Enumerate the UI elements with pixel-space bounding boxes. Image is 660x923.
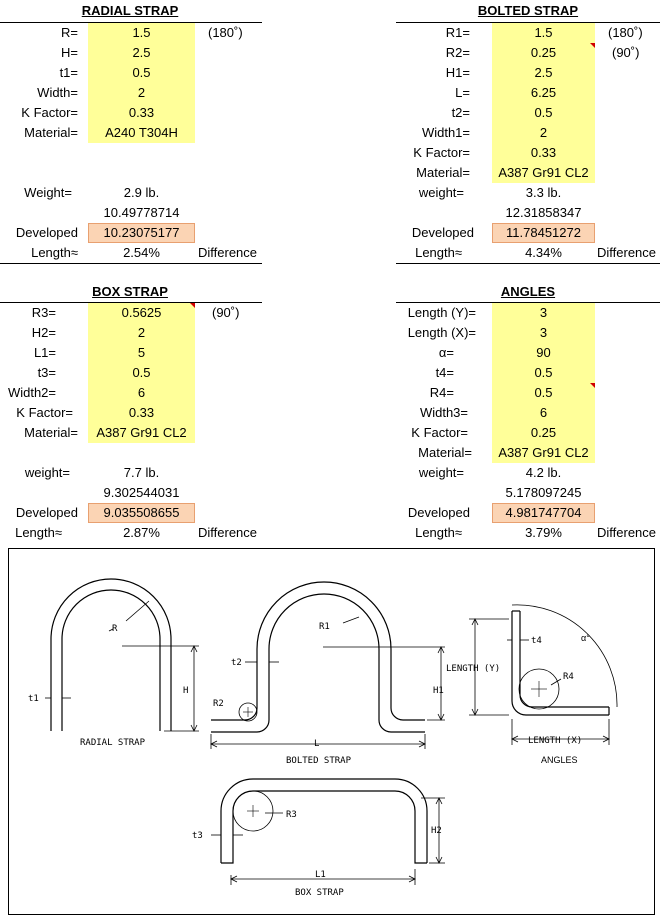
angles-k-value[interactable]: 0.25 xyxy=(492,423,595,443)
bolted-difference: Difference xyxy=(597,245,657,260)
radial-width-value[interactable]: 2 xyxy=(88,83,195,103)
bolted-width1-value[interactable]: 2 xyxy=(492,123,595,143)
bolted-h1-label: H1= xyxy=(445,65,470,80)
angles-pct: 3.79% xyxy=(525,525,562,540)
radial-developed-label: Developed xyxy=(15,225,78,240)
bolted-strap-caption: BOLTED STRAP xyxy=(286,756,352,766)
box-material-value[interactable]: A387 Gr91 CL2 xyxy=(88,423,195,443)
radial-material-value[interactable]: A240 T304H xyxy=(88,123,195,143)
bolted-material-label: Material= xyxy=(416,165,470,180)
box-h2-dim-label: H2 xyxy=(431,826,442,836)
bolted-r1-value[interactable]: 1.5 xyxy=(492,23,595,43)
angles-k-label: K Factor= xyxy=(411,425,468,440)
box-width2-label: Width2= xyxy=(7,385,56,400)
box-material-label: Material= xyxy=(24,425,78,440)
radial-h-label: H= xyxy=(61,45,78,60)
angles-t4-label: t4= xyxy=(435,365,454,380)
bolted-strap-drawing xyxy=(211,582,445,749)
bolted-l-value[interactable]: 6.25 xyxy=(492,83,595,103)
box-pct: 2.87% xyxy=(123,525,160,540)
angles-weight-value: 4.2 lb. xyxy=(525,465,562,480)
box-length-label: Length≈ xyxy=(15,525,62,540)
angles-alpha-dim-label: α° xyxy=(581,633,590,643)
angles-r4-value[interactable]: 0.5 xyxy=(492,383,595,403)
box-strap-caption: BOX STRAP xyxy=(295,888,344,898)
box-difference: Difference xyxy=(198,525,258,540)
bolted-weight-label: weight= xyxy=(418,185,464,200)
radial-difference: Difference xyxy=(198,245,258,260)
angles-material-label: Material= xyxy=(418,445,472,460)
radial-raw-length: 10.49778714 xyxy=(103,205,180,220)
angles-difference: Difference xyxy=(597,525,657,540)
radial-weight-value: 2.9 lb. xyxy=(123,185,160,200)
angles-alpha-value[interactable]: 90 xyxy=(492,343,595,363)
angles-material-value[interactable]: A387 Gr91 CL2 xyxy=(492,443,595,463)
radial-length-label: Length≈ xyxy=(31,245,78,260)
radial-material-label: Material= xyxy=(24,125,78,140)
angles-r4-comment-marker[interactable] xyxy=(590,383,595,388)
radial-strap-caption: RADIAL STRAP xyxy=(80,738,146,748)
angles-developed-label: Developed xyxy=(407,505,470,520)
radial-r-value[interactable]: 1.5 xyxy=(88,23,195,43)
radial-strap-title: RADIAL STRAP xyxy=(81,3,179,18)
bolted-t2-value[interactable]: 0.5 xyxy=(492,103,595,123)
box-weight-label: weight= xyxy=(24,465,70,480)
angles-width3-label: Width3= xyxy=(419,405,468,420)
box-r3-label: R3= xyxy=(31,305,56,320)
bolted-t2-label: t2= xyxy=(451,105,470,120)
bolted-strap-title: BOLTED STRAP xyxy=(477,3,579,18)
angles-length-y-value[interactable]: 3 xyxy=(492,303,595,323)
angles-length-label: Length≈ xyxy=(415,525,462,540)
angles-weight-label: weight= xyxy=(418,465,464,480)
box-l1-value[interactable]: 5 xyxy=(88,343,195,363)
bolted-r2-dim-label: R2 xyxy=(213,699,224,709)
box-raw-length: 9.302544031 xyxy=(103,485,180,500)
bolted-width1-label: Width1= xyxy=(421,125,470,140)
box-l1-label: L1= xyxy=(33,345,56,360)
bolted-k-value[interactable]: 0.33 xyxy=(492,143,595,163)
angles-length-y-label: Length (Y)= xyxy=(407,305,476,320)
bolted-material-value[interactable]: A387 Gr91 CL2 xyxy=(492,163,595,183)
bolted-h1-dim-label: H1 xyxy=(433,686,444,696)
bolted-developed-label: Developed xyxy=(411,225,474,240)
radial-r-note: (180˚) xyxy=(208,25,243,40)
radial-h-value[interactable]: 2.5 xyxy=(88,43,195,63)
bolted-raw-length: 12.31858347 xyxy=(505,205,582,220)
bolted-k-label: K Factor= xyxy=(413,145,470,160)
box-weight-value: 7.7 lb. xyxy=(123,465,160,480)
radial-k-value[interactable]: 0.33 xyxy=(88,103,195,123)
radial-t1-label: t1= xyxy=(59,65,78,80)
angles-r4-label: R4= xyxy=(429,385,454,400)
angles-length-x-label: Length (X)= xyxy=(407,325,476,340)
box-width2-value[interactable]: 6 xyxy=(88,383,195,403)
box-r3-dim-label: R3 xyxy=(286,810,297,820)
box-t3-dim-label: t3 xyxy=(192,831,203,841)
bolted-r1-label: R1= xyxy=(445,25,470,40)
angles-t4-value[interactable]: 0.5 xyxy=(492,363,595,383)
radial-r-label: R= xyxy=(61,25,78,40)
angles-width3-value[interactable]: 6 xyxy=(492,403,595,423)
angles-length-y-dim-label: LENGTH (Y) xyxy=(446,664,501,674)
box-t3-value[interactable]: 0.5 xyxy=(88,363,195,383)
angles-length-x-value[interactable]: 3 xyxy=(492,323,595,343)
bolted-t2-dim-label: t2 xyxy=(231,658,242,668)
angles-r4-dim-label: R4 xyxy=(563,672,574,682)
box-l1-dim-label: L1 xyxy=(315,870,326,880)
box-h2-value[interactable]: 2 xyxy=(88,323,195,343)
box-strap-drawing xyxy=(211,779,445,885)
box-t3-label: t3= xyxy=(37,365,56,380)
strap-diagram-panel xyxy=(8,548,655,915)
bolted-r2-note: (90˚) xyxy=(612,45,640,60)
bolted-length-label: Length≈ xyxy=(415,245,462,260)
bolted-developed-value: 11.78451272 xyxy=(492,223,595,243)
radial-r-dim-label: R xyxy=(112,624,118,634)
bolted-bottom-rule xyxy=(396,263,660,264)
bolted-weight-value: 3.3 lb. xyxy=(525,185,562,200)
box-r3-value[interactable]: 0.5625 xyxy=(88,303,195,323)
radial-bottom-rule xyxy=(0,263,262,264)
radial-k-label: K Factor= xyxy=(21,105,78,120)
box-h2-label: H2= xyxy=(31,325,56,340)
box-strap-title: BOX STRAP xyxy=(92,284,168,299)
box-r3-comment-marker[interactable] xyxy=(190,303,195,308)
radial-strap-drawing xyxy=(45,579,199,731)
bolted-r2-comment-marker[interactable] xyxy=(590,43,595,48)
angles-developed-value: 4.981747704 xyxy=(492,503,595,523)
radial-t1-dim-label: t1 xyxy=(28,694,39,704)
bolted-r2-value[interactable]: 0.25 xyxy=(492,43,595,63)
radial-h-dim-label: H xyxy=(183,686,189,696)
box-k-value[interactable]: 0.33 xyxy=(88,403,195,423)
bolted-l-label: L= xyxy=(455,85,470,100)
bolted-l-dim-label: L xyxy=(314,739,320,749)
radial-width-label: Width= xyxy=(37,85,78,100)
angles-drawing xyxy=(469,605,617,745)
bolted-r1-note: (180˚) xyxy=(608,25,643,40)
box-developed-label: Developed xyxy=(15,505,78,520)
radial-developed-value: 10.23075177 xyxy=(88,223,195,243)
radial-weight-label: Weight= xyxy=(24,185,72,200)
radial-t1-value[interactable]: 0.5 xyxy=(88,63,195,83)
bolted-r2-label: R2= xyxy=(445,45,470,60)
angles-caption: ANGLES xyxy=(541,755,578,765)
angles-title: ANGLES xyxy=(500,284,556,299)
angles-length-x-dim-label: LENGTH (X) xyxy=(528,736,583,746)
angles-alpha-label: α= xyxy=(438,345,454,360)
box-r3-note: (90˚) xyxy=(212,305,240,320)
angles-raw-length: 5.178097245 xyxy=(505,485,582,500)
angles-t4-dim-label: t4 xyxy=(531,636,542,646)
bolted-pct: 4.34% xyxy=(525,245,562,260)
box-developed-value: 9.035508655 xyxy=(88,503,195,523)
radial-pct: 2.54% xyxy=(123,245,160,260)
box-k-label: K Factor= xyxy=(16,405,73,420)
bolted-r1-dim-label: R1 xyxy=(319,622,330,632)
strap-diagram xyxy=(9,549,654,914)
bolted-h1-value[interactable]: 2.5 xyxy=(492,63,595,83)
